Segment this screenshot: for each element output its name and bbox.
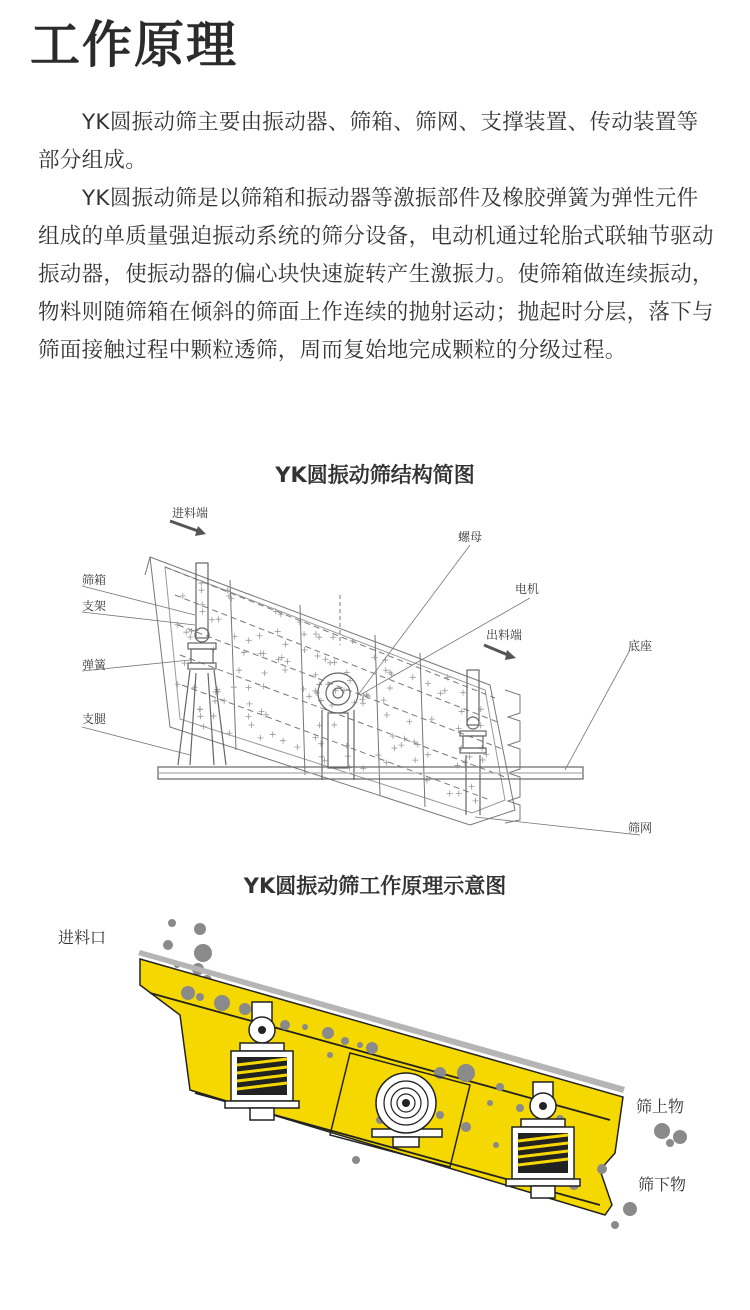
vibrator-drawing [318, 673, 358, 780]
label-feed-inlet: 进料口 [58, 928, 107, 947]
left-support-drawing [178, 563, 226, 765]
label-spring: 弹簧 [82, 658, 107, 672]
label-motor: 电机 [515, 582, 540, 596]
label-base: 底座 [628, 639, 653, 653]
intro-paragraph: YK圆振动筛是以筛箱和振动器等激振部件及橡胶弹簧为弹性元件组成的单质量强迫振动系统的筛分设备，电动机通过轮胎式联轴节驱动振动器，使振动器的偏心块快速旋转产生激振力。使筛箱做连续振动，物料则随筛箱在倾斜的筛面上作连续的抛射运动；抛起时分层，落下与筛面接触过程中颗粒透筛，周而复始地完成颗粒的分级过程。 [38, 186, 714, 363]
label-undersize: 筛下物 [638, 1175, 687, 1194]
structure-diagram-title: YK圆振动筛结构简图 [275, 463, 475, 487]
label-screen-box: 筛箱 [82, 573, 107, 587]
discharge-arrow-icon [484, 645, 516, 660]
label-screen-mesh: 筛网 [628, 821, 653, 835]
label-nut: 螺母 [458, 530, 483, 544]
screen-box-drawing [145, 557, 523, 825]
page-title: 工作原理 [30, 16, 238, 74]
feed-arrow-icon [170, 521, 206, 536]
structure-diagram [0, 495, 750, 855]
intro-text [38, 104, 714, 370]
principle-diagram-title: YK圆振动筛工作原理示意图 [243, 874, 507, 898]
label-discharge-end: 出料端 [486, 628, 523, 642]
label-bracket: 支架 [82, 599, 107, 613]
label-feed-end: 进料端 [172, 506, 209, 520]
label-oversize: 筛上物 [636, 1097, 685, 1116]
label-support-leg: 支腿 [82, 712, 107, 726]
intro-paragraph: YK圆振动筛主要由振动器、筛箱、筛网、支撑装置、传动装置等部分组成。 [38, 110, 699, 173]
principle-diagram [0, 905, 750, 1245]
